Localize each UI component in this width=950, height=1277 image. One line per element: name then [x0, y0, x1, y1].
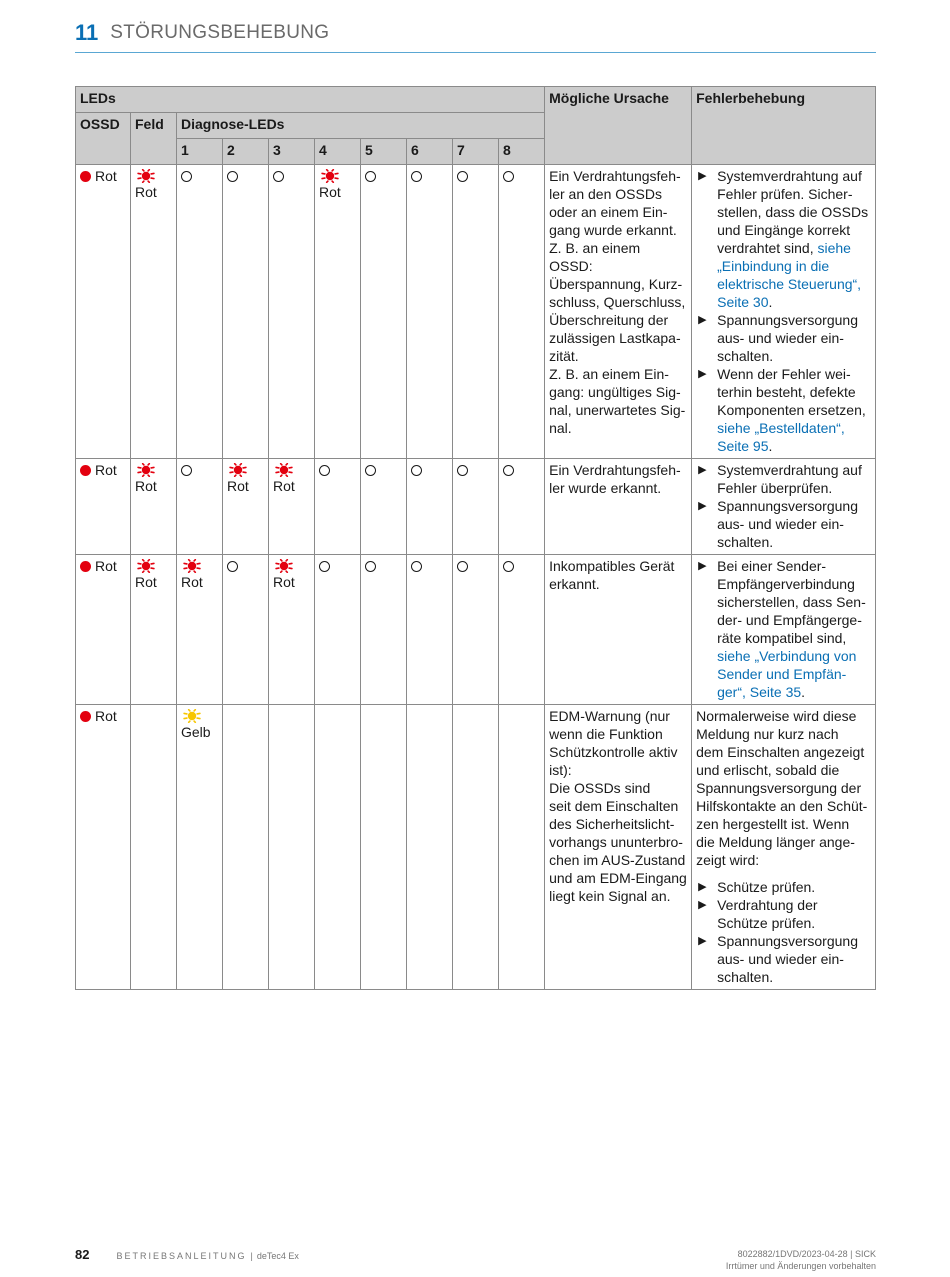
diag-state-label: Rot	[227, 478, 249, 494]
page-number: 82	[75, 1247, 90, 1262]
cause-cell	[545, 555, 692, 705]
header-diag-1: 1	[177, 139, 223, 165]
remedy-step	[696, 896, 871, 932]
remedy-line: Systemverdrahtung auf	[717, 462, 862, 478]
cross-reference-link[interactable]: elektrische Steuerung“,	[717, 276, 862, 292]
header-diagnose: Diagnose-LEDs	[177, 113, 545, 139]
diag-led-cell	[361, 165, 407, 459]
feld-state-label: Rot	[135, 478, 157, 494]
bullet-arrow-icon: ▶	[698, 368, 707, 380]
diag-led-cell	[223, 165, 269, 459]
header-diag-6: 6	[407, 139, 453, 165]
chapter-number: 11	[75, 20, 99, 45]
led-off-icon	[411, 171, 422, 182]
bullet-arrow-icon: ▶	[698, 935, 707, 947]
remedy-step	[696, 365, 871, 455]
remedy-line: Spannungsversorgung	[717, 312, 858, 328]
led-red-flashing-icon	[181, 559, 203, 573]
table-row	[76, 165, 876, 459]
cause-line: Inkompatibles Gerät	[549, 558, 675, 574]
remedy-line: Fehler überprüfen.	[717, 480, 833, 496]
bullet-arrow-icon: ▶	[698, 464, 707, 476]
diag-led-cell	[499, 705, 545, 990]
bullet-arrow-icon: ▶	[698, 170, 707, 182]
remedy-step	[696, 878, 871, 896]
remedy-list	[696, 461, 871, 551]
led-off-icon	[365, 561, 376, 572]
led-yellow-flashing-icon	[181, 709, 203, 723]
cause-line: Die OSSDs sind	[549, 780, 651, 796]
diag-led-cell	[177, 555, 223, 705]
remedy-line: Schütze prüfen.	[717, 879, 816, 895]
note-line: Hilfskontakte an den Schüt-	[696, 798, 868, 814]
note-line: die Meldung länger ange-	[696, 834, 855, 850]
cross-reference-link[interactable]: siehe „Verbindung von	[717, 648, 857, 664]
feld-cell	[131, 165, 177, 459]
remedy-line: Wenn der Fehler wei-	[717, 366, 851, 382]
led-off-icon	[227, 561, 238, 572]
remedy-line: terhin besteht, defekte	[717, 384, 856, 400]
diag-led-cell	[223, 555, 269, 705]
remedy-line: stellen, dass die OSSDs	[717, 204, 869, 220]
header-diag-5: 5	[361, 139, 407, 165]
remedy-line: sicherstellen, dass Sen-	[717, 594, 866, 610]
table-row	[76, 555, 876, 705]
diag-led-cell	[407, 555, 453, 705]
remedy-line: verdrahtet sind,	[717, 240, 814, 256]
cause-line: und am EDM-Eingang	[549, 870, 687, 886]
cause-line: Ein Verdrahtungsfeh-	[549, 462, 681, 478]
note-line: Normalerweise wird diese	[696, 708, 857, 724]
remedy-step	[696, 932, 871, 986]
led-off-icon	[457, 171, 468, 182]
diag-state-label: Rot	[319, 184, 341, 200]
diag-led-cell	[361, 459, 407, 555]
led-red-flashing-icon	[273, 559, 295, 573]
ossd-cell	[76, 705, 131, 990]
led-off-icon	[503, 465, 514, 476]
led-red-solid-icon	[80, 711, 91, 722]
diag-state-label: Rot	[273, 574, 295, 590]
cause-line: Z. B. an einem OSSD:	[549, 240, 641, 274]
diag-led-cell	[315, 705, 361, 990]
cross-reference-link[interactable]: Seite 95	[717, 438, 769, 454]
remedy-step	[696, 497, 871, 551]
diag-led-cell	[223, 459, 269, 555]
cause-line: gang wurde erkannt.	[549, 222, 677, 238]
cause-line: chen im AUS-Zustand	[549, 852, 686, 868]
header-remedy: Fehlerbehebung	[692, 87, 876, 165]
cause-line: zulässigen Lastkapa-	[549, 330, 681, 346]
diag-led-cell	[177, 459, 223, 555]
led-red-solid-icon	[80, 171, 91, 182]
remedy-line: schalten.	[717, 348, 774, 364]
cause-line: oder an einem Ein-	[549, 204, 668, 220]
cause-line: zität.	[549, 348, 579, 364]
diag-led-cell	[499, 555, 545, 705]
remedy-note	[696, 707, 871, 869]
remedy-line: schalten.	[717, 969, 774, 985]
remedy-line: Empfängerverbindung	[717, 576, 855, 592]
remedy-line: Spannungsversorgung	[717, 933, 858, 949]
feld-state-label: Rot	[135, 574, 157, 590]
diag-led-cell	[269, 165, 315, 459]
cross-reference-link[interactable]: siehe „Bestelldaten“,	[717, 420, 845, 436]
ossd-cell	[76, 555, 131, 705]
remedy-step	[696, 167, 871, 311]
header-ossd: OSSD	[76, 113, 131, 165]
doc-product: deTec4 Ex	[256, 1251, 299, 1261]
remedy-line: aus- und wieder ein-	[717, 330, 844, 346]
diag-led-cell	[223, 705, 269, 990]
note-line: zen hergestellt ist. Wenn	[696, 816, 850, 832]
note-line: dem Einschalten angezeigt	[696, 744, 865, 760]
diag-led-cell	[407, 459, 453, 555]
led-red-flashing-icon	[135, 559, 157, 573]
diag-led-cell	[361, 555, 407, 705]
led-red-flashing-icon	[227, 463, 249, 477]
bullet-arrow-icon: ▶	[698, 560, 707, 572]
note-line: und erlischt, sobald die	[696, 762, 840, 778]
remedy-line: Fehler prüfen. Sicher-	[717, 186, 853, 202]
cause-line: ler wurde erkannt.	[549, 480, 662, 496]
header-diag-3: 3	[269, 139, 315, 165]
led-off-icon	[181, 171, 192, 182]
remedy-step	[696, 557, 871, 701]
header-cause: Mögliche Ursache	[545, 87, 692, 165]
ossd-cell	[76, 165, 131, 459]
diag-led-cell	[315, 165, 361, 459]
doc-type: BETRIEBSANLEITUNG	[116, 1251, 247, 1261]
remedy-list	[696, 878, 871, 986]
led-red-flashing-icon	[319, 169, 341, 183]
remedy-line: schalten.	[717, 534, 774, 550]
cause-cell	[545, 165, 692, 459]
ossd-state-label: Rot	[95, 168, 117, 184]
cause-line: ler an den OSSDs	[549, 186, 662, 202]
remedy-line: Komponenten ersetzen,	[717, 402, 866, 418]
remedy-line: aus- und wieder ein-	[717, 516, 844, 532]
cause-line: EDM-Warnung (nur	[549, 708, 670, 724]
diag-led-cell	[269, 555, 315, 705]
cross-reference-link[interactable]: „Einbindung in die	[717, 258, 830, 274]
diag-led-cell	[361, 705, 407, 990]
ossd-cell	[76, 459, 131, 555]
diag-led-cell	[177, 705, 223, 990]
bullet-arrow-icon: ▶	[698, 314, 707, 326]
table-row	[76, 705, 876, 990]
remedy-line-end: .	[768, 294, 773, 310]
header-diag-2: 2	[223, 139, 269, 165]
led-red-flashing-icon	[135, 169, 157, 183]
remedy-cell	[692, 705, 876, 990]
remedy-line: der- und Empfängerge-	[717, 612, 862, 628]
header-leds: LEDs	[76, 87, 545, 113]
header-diag-8: 8	[499, 139, 545, 165]
diag-led-cell	[407, 165, 453, 459]
remedy-line: räte kompatibel sind,	[717, 630, 847, 646]
table-row	[76, 459, 876, 555]
cause-line: liegt kein Signal an.	[549, 888, 671, 904]
led-off-icon	[411, 561, 422, 572]
bullet-arrow-icon: ▶	[698, 500, 707, 512]
led-off-icon	[319, 465, 330, 476]
led-off-icon	[457, 561, 468, 572]
cause-line: seit dem Einschalten	[549, 798, 679, 814]
cause-line: Z. B. an einem Ein-	[549, 366, 669, 382]
remedy-line: Bei einer Sender-	[717, 558, 827, 574]
led-off-icon	[365, 465, 376, 476]
note-line: Meldung nur kurz nach	[696, 726, 839, 742]
doc-separator: |	[250, 1251, 253, 1261]
diag-led-cell	[177, 165, 223, 459]
doc-id: 8022882/1DVD/2023-04-28 | SICK	[737, 1249, 876, 1259]
cross-reference-link[interactable]: Seite 30	[717, 294, 769, 310]
feld-cell	[131, 459, 177, 555]
led-off-icon	[503, 561, 514, 572]
led-off-icon	[181, 465, 192, 476]
diag-led-cell	[453, 705, 499, 990]
remedy-cell	[692, 555, 876, 705]
diag-led-cell	[499, 165, 545, 459]
cross-reference-link[interactable]: siehe	[817, 240, 851, 256]
diag-led-cell	[269, 459, 315, 555]
cause-line: ist):	[549, 762, 572, 778]
diag-led-cell	[269, 705, 315, 990]
feld-cell	[131, 555, 177, 705]
cause-cell	[545, 705, 692, 990]
diag-state-label: Rot	[273, 478, 295, 494]
remedy-line: und Eingänge korrekt	[717, 222, 851, 238]
note-line: zeigt wird:	[696, 852, 760, 868]
diag-led-cell	[499, 459, 545, 555]
footer-right	[726, 1248, 876, 1272]
cross-reference-link[interactable]: Sender und Empfän-	[717, 666, 847, 682]
cause-line: Überschreitung der	[549, 312, 669, 328]
remedy-line-end: .	[768, 438, 773, 454]
remedy-cell	[692, 165, 876, 459]
cause-line: schluss, Querschluss,	[549, 294, 686, 310]
led-red-solid-icon	[80, 465, 91, 476]
remedy-line-end: .	[801, 684, 806, 700]
led-off-icon	[411, 465, 422, 476]
cause-line: Überspannung, Kurz-	[549, 276, 683, 292]
page-header	[75, 14, 876, 53]
remedy-step	[696, 461, 871, 497]
led-red-flashing-icon	[135, 463, 157, 477]
disclaimer: Irrtümer und Änderungen vorbehalten	[725, 1261, 876, 1271]
remedy-line: Verdrahtung der	[717, 897, 818, 913]
feld-cell	[131, 705, 177, 990]
remedy-line: Schütze prüfen.	[717, 915, 816, 931]
diag-led-cell	[453, 555, 499, 705]
cause-line: vorhangs ununterbro-	[549, 834, 683, 850]
cross-reference-link[interactable]: ger“, Seite 35	[717, 684, 802, 700]
diag-state-label: Gelb	[181, 724, 211, 740]
header-feld: Feld	[131, 113, 177, 165]
cause-line: erkannt.	[549, 576, 600, 592]
remedy-step	[696, 311, 871, 365]
remedy-list	[696, 557, 871, 701]
cause-line: gang: ungültiges Sig-	[549, 384, 681, 400]
cause-line: des Sicherheitslicht-	[549, 816, 675, 832]
cause-line: Schützkontrolle aktiv	[549, 744, 678, 760]
cause-line: nal, unerwartetes Sig-	[549, 402, 686, 418]
diag-led-cell	[453, 165, 499, 459]
chapter-title: STÖRUNGSBEHEBUNG	[110, 22, 330, 43]
ossd-state-label: Rot	[95, 558, 117, 574]
led-off-icon	[319, 561, 330, 572]
header-diag-4: 4	[315, 139, 361, 165]
remedy-line: Spannungsversorgung	[717, 498, 858, 514]
ossd-state-label: Rot	[95, 708, 117, 724]
remedy-line: aus- und wieder ein-	[717, 951, 844, 967]
cause-line: nal.	[549, 420, 572, 436]
note-line: Spannungsversorgung der	[696, 780, 862, 796]
fault-table	[75, 86, 876, 990]
diag-led-cell	[315, 555, 361, 705]
diag-led-cell	[453, 459, 499, 555]
diag-led-cell	[315, 459, 361, 555]
remedy-cell	[692, 459, 876, 555]
remedy-list	[696, 167, 871, 455]
led-red-flashing-icon	[273, 463, 295, 477]
diag-state-label: Rot	[181, 574, 203, 590]
led-off-icon	[365, 171, 376, 182]
led-off-icon	[273, 171, 284, 182]
led-off-icon	[457, 465, 468, 476]
led-red-solid-icon	[80, 561, 91, 572]
remedy-line: Systemverdrahtung auf	[717, 168, 862, 184]
footer-left	[75, 1247, 299, 1262]
cause-line: wenn die Funktion	[549, 726, 663, 742]
bullet-arrow-icon: ▶	[698, 899, 707, 911]
cause-line: Ein Verdrahtungsfeh-	[549, 168, 681, 184]
led-off-icon	[503, 171, 514, 182]
ossd-state-label: Rot	[95, 462, 117, 478]
diag-led-cell	[407, 705, 453, 990]
header-diag-7: 7	[453, 139, 499, 165]
bullet-arrow-icon: ▶	[698, 881, 707, 893]
feld-state-label: Rot	[135, 184, 157, 200]
cause-cell	[545, 459, 692, 555]
led-off-icon	[227, 171, 238, 182]
